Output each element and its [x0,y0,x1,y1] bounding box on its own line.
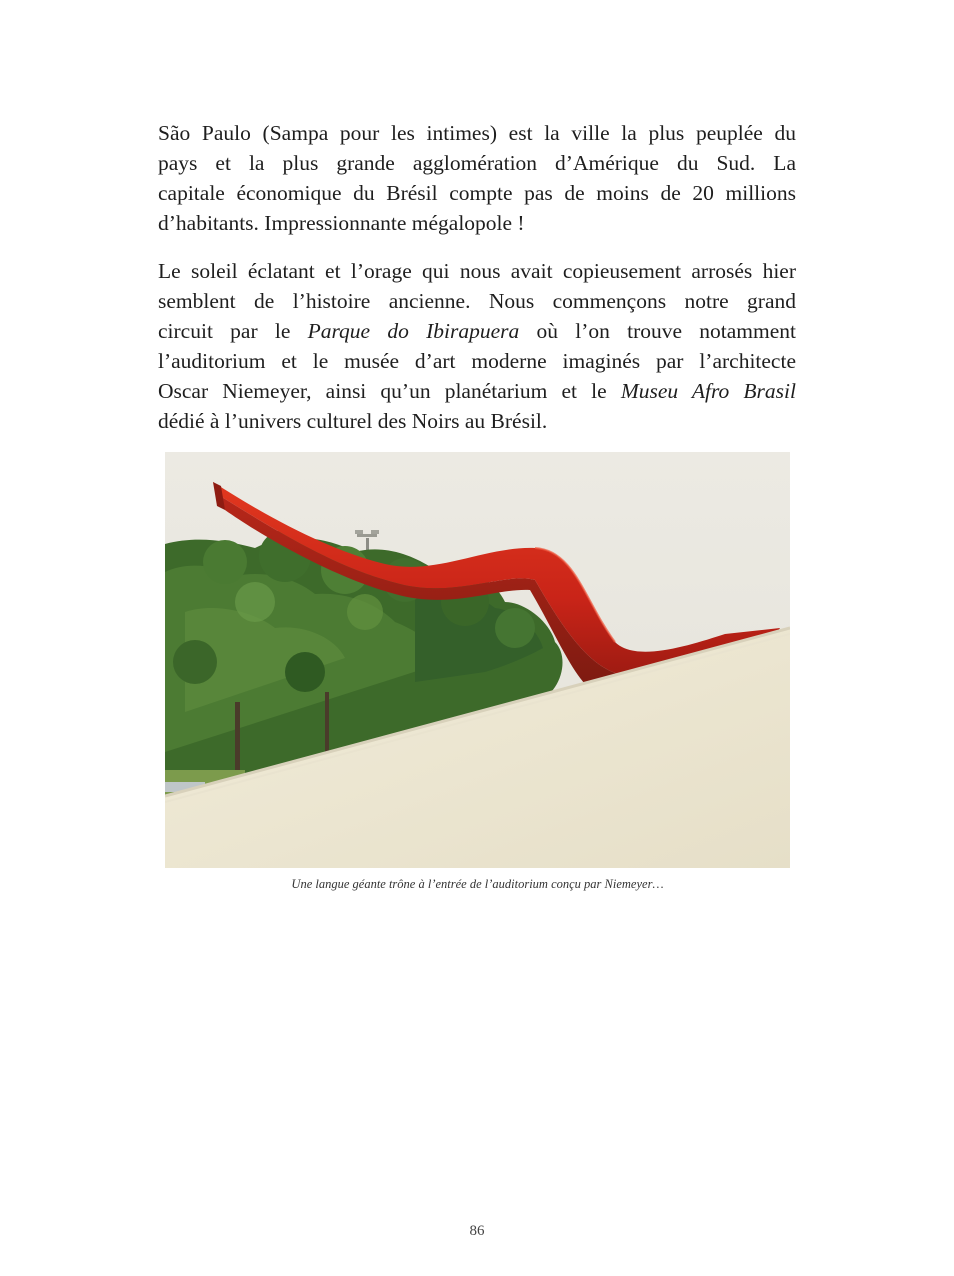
page-number: 86 [469,1223,485,1239]
auditorium-photo [165,452,790,868]
paragraph-intro-sao-paulo [158,118,796,238]
park-name: Parque do Ibirapuera [307,319,520,343]
text-fragment: Oscar Niemeyer, ainsi qu’un planétarium et le [158,379,621,403]
text-line: capitale économique du Brésil compte pas de moins de 20 millions [158,181,796,205]
text-line [158,376,796,406]
text-line: d’habitants. Impressionnante mégalopole ! [158,211,525,235]
paragraph-ibirapuera [158,256,796,436]
text-fragment: circuit par le [158,319,308,343]
text-line: l’auditorium et le musée d’art moderne imaginés par l’architecte [158,349,796,373]
text-line: pays et la plus grande agglomération d’Amérique du Sud. La [158,151,796,175]
text-line: Le soleil éclatant et l’orage qui nous avait copieusement arrosés hier [158,259,796,283]
text-line: semblent de l’histoire ancienne. Nous commençons notre grand [158,289,796,313]
figure-caption: Une langue géante trône à l’entrée de l’auditorium conçu par Niemeyer… [291,877,664,891]
text-fragment: où l’on trouve notamment [519,319,796,343]
museum-name: Museu Afro Brasil [620,379,796,403]
text-line: São Paulo (Sampa pour les intimes) est la ville la plus peuplée du [158,121,796,145]
text-line: dédié à l’univers culturel des Noirs au Brésil. [158,409,548,433]
text-line [158,316,796,346]
